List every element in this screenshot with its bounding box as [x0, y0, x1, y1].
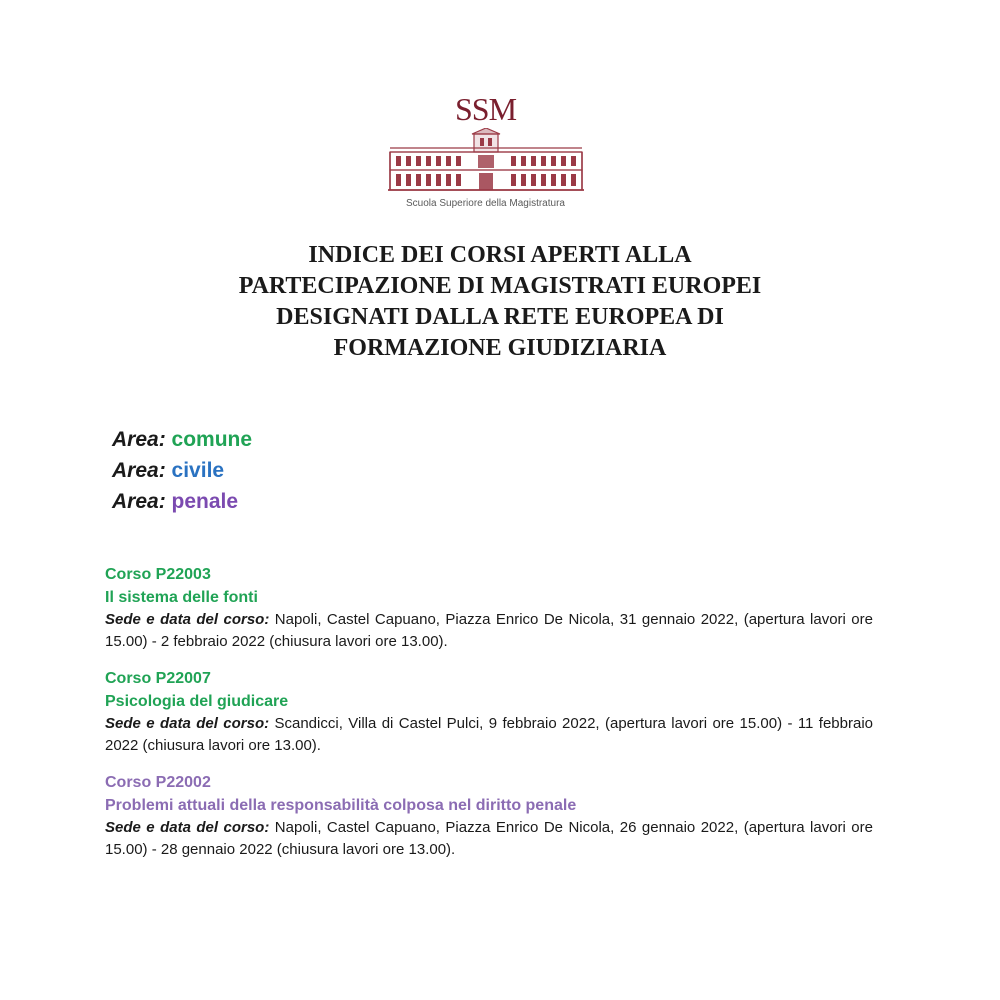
- palace-building-icon: [386, 128, 586, 194]
- course-entry: [105, 563, 873, 653]
- area-penale-value: penale: [171, 490, 239, 513]
- title-line: INDICE DEI CORSI APERTI ALLA: [308, 242, 692, 268]
- course-venue: [105, 817, 873, 861]
- course-name: Psicologia del giudicare: [105, 693, 289, 710]
- venue-label: Sede e data del corso:: [105, 611, 270, 628]
- venue-label: Sede e data del corso:: [105, 819, 270, 836]
- course-venue: [105, 713, 873, 757]
- venue-text: Scandicci, Villa di Castel Pulci, 9 febbraio 2022, (apertura lavori ore 15.00) - 11 febbraio 2022 (chiusura lavori ore 13.00).: [105, 715, 873, 754]
- course-entry: [105, 667, 873, 757]
- document-title: [80, 240, 920, 364]
- logo-caption: Scuola Superiore della Magistratura: [406, 198, 565, 209]
- venue-text: Napoli, Castel Capuano, Piazza Enrico De Nicola, 31 gennaio 2022, (apertura lavori ore 15.00) - 2 febbraio 2022 (chiusura lavori ore 13.00).: [105, 611, 873, 650]
- title-line: PARTECIPAZIONE DI MAGISTRATI EUROPEI: [238, 273, 762, 299]
- course-name: Problemi attuali della responsabilità colposa nel diritto penale: [105, 797, 577, 814]
- area-label: Area:: [112, 490, 166, 513]
- course-venue: [105, 609, 873, 653]
- area-comune-line: [112, 424, 252, 455]
- ssm-logo: [383, 92, 588, 218]
- title-line: DESIGNATI DALLA RETE EUROPEA DI: [276, 304, 724, 330]
- course-entry: [105, 771, 873, 861]
- course-code: Corso P22007: [105, 670, 211, 687]
- logo-acronym: SSM: [454, 91, 517, 127]
- area-penale-line: [112, 486, 252, 517]
- course-code: Corso P22002: [105, 774, 211, 791]
- venue-text: Napoli, Castel Capuano, Piazza Enrico De Nicola, 26 gennaio 2022, (apertura lavori ore 15.00) - 28 gennaio 2022 (chiusura lavori ore 13.00).: [105, 819, 873, 858]
- course-name: Il sistema delle fonti: [105, 589, 258, 606]
- course-code: Corso P22003: [105, 566, 211, 583]
- area-label: Area:: [112, 428, 166, 451]
- venue-label: Sede e data del corso:: [105, 715, 270, 732]
- area-civile-line: [112, 455, 252, 486]
- area-legend: [112, 424, 252, 517]
- area-label: Area:: [112, 459, 166, 482]
- title-line: FORMAZIONE GIUDIZIARIA: [333, 335, 667, 361]
- area-civile-value: civile: [171, 459, 225, 482]
- area-comune-value: comune: [171, 428, 253, 451]
- course-list: [105, 563, 873, 875]
